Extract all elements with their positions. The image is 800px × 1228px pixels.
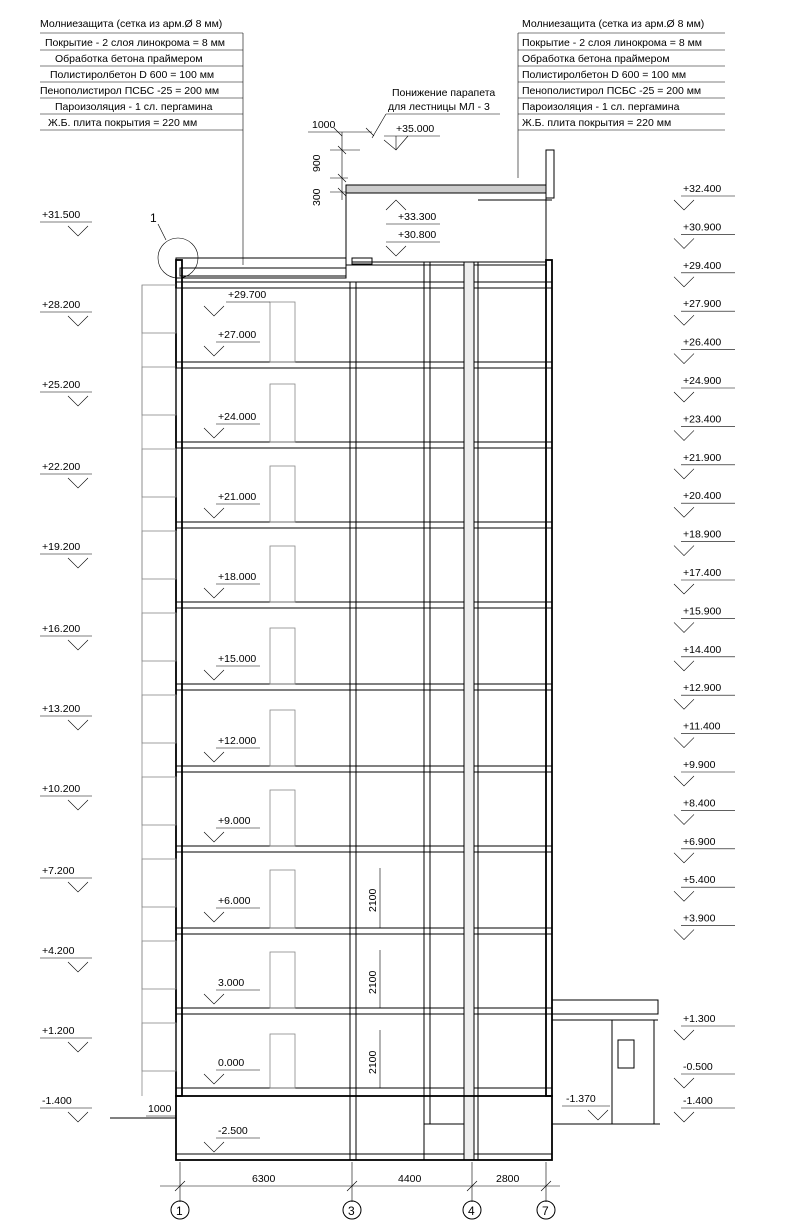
notes-right	[518, 18, 725, 178]
elevation-label: +11.400	[683, 720, 721, 733]
elevation-arrow	[674, 354, 694, 364]
basement-dim: 1000	[148, 1103, 172, 1115]
elevation-arrow	[204, 346, 224, 356]
elevation-label: +28.200	[42, 299, 81, 311]
notes-right-layer: Ж.Б. плита покрытия = 220 мм	[522, 117, 672, 129]
elevation-label: +24.000	[218, 411, 257, 423]
right-elevation-marks	[674, 183, 735, 1122]
span-dimensions	[160, 1162, 560, 1196]
building-section	[110, 150, 660, 1160]
elevation-arrow	[204, 832, 224, 842]
elevation-label: -1.400	[42, 1095, 72, 1107]
elevation-label: +29.400	[683, 259, 722, 272]
elev-35000: +35.000	[396, 123, 435, 135]
elevation-label: +15.900	[683, 605, 722, 618]
elevation-label: +1.300	[683, 1013, 716, 1025]
elevation-arrow	[674, 661, 694, 671]
elevation-label: +19.200	[42, 541, 81, 553]
notes-left-layer: Полистиролбетон D 600 = 100 мм	[50, 69, 215, 81]
elevation-label: +3.900	[683, 912, 716, 925]
parapet-dim-900: 900	[311, 154, 323, 172]
notes-right-title: Молниезащита (сетка из арм.Ø 8 мм)	[522, 18, 705, 30]
elevation-arrow	[204, 670, 224, 680]
elevation-label: -1.400	[683, 1095, 713, 1107]
elevation-arrow	[68, 478, 88, 488]
elevation-arrow	[674, 1030, 694, 1040]
elevation-arrow	[674, 392, 694, 402]
elevation-arrow	[674, 930, 694, 940]
notes-left-layer: Ж.Б. плита покрытия = 220 мм	[48, 117, 198, 129]
basement-dimension	[146, 1103, 176, 1116]
elevation-label: +12.000	[218, 735, 257, 747]
notes-right-layer: Пенополистирол ПСБС -25 = 200 мм	[522, 85, 702, 97]
elevation-arrow	[674, 469, 694, 479]
left-elevation-marks	[40, 209, 92, 1122]
notes-left-layer: Обработка бетона праймером	[55, 53, 203, 65]
elevation-arrow	[674, 891, 694, 901]
elevation-label: +23.400	[683, 413, 722, 426]
elevation-label: +12.900	[683, 682, 722, 695]
elevation-arrow	[204, 994, 224, 1004]
elevation-arrow	[68, 962, 88, 972]
parapet-note-line: для лестницы МЛ - 3	[388, 101, 490, 113]
elevation-label: +9.000	[218, 815, 251, 827]
elevation-arrow	[68, 316, 88, 326]
elevation-label: +9.900	[683, 759, 716, 771]
elevation-label: +31.500	[42, 209, 81, 221]
elevation-label: +27.000	[218, 329, 257, 341]
parapet-note	[372, 87, 500, 138]
parapet-note-line: Понижение парапета	[392, 87, 496, 99]
notes-left-layer: Покрытие - 2 слоя линокрома = 8 мм	[45, 37, 226, 49]
elevation-label: +27.900	[683, 298, 722, 311]
elevation-arrow	[68, 226, 88, 236]
span-dim: 6300	[252, 1173, 276, 1185]
elevation-label: +21.000	[218, 491, 257, 503]
elevation-arrow	[674, 776, 694, 786]
callout-number: 1	[150, 211, 157, 225]
elevation-label: +24.900	[683, 375, 722, 387]
elevation-label: +8.400	[683, 797, 716, 810]
elevation-arrow	[204, 752, 224, 762]
door-height: 2100	[367, 970, 379, 994]
elevation-arrow	[674, 507, 694, 517]
elevation-arrow	[674, 622, 694, 632]
entrance-annex	[552, 1000, 658, 1124]
elevation-arrow	[674, 853, 694, 863]
elevation-arrow	[68, 558, 88, 568]
elev-33300: +33.300	[398, 211, 437, 223]
axis-label: 7	[542, 1204, 549, 1218]
elev-30800: +30.800	[398, 229, 437, 241]
elevation-label: +25.200	[42, 379, 81, 391]
elevation-arrow	[68, 396, 88, 406]
elevation-label: +5.400	[683, 874, 716, 887]
axis-label: 4	[468, 1204, 475, 1218]
notes-left-layer: Пенополистирол ПСБС -25 = 200 мм	[40, 85, 220, 97]
grid-axes	[171, 1196, 555, 1219]
elevation-label: +17.400	[683, 567, 722, 579]
elevation-arrow	[68, 800, 88, 810]
elevation-label: +32.400	[683, 183, 722, 195]
elevation-arrow	[204, 508, 224, 518]
notes-left-title: Молниезащита (сетка из арм.Ø 8 мм)	[40, 18, 223, 30]
elevation-label: +4.200	[42, 945, 75, 957]
parapet-dim-300: 300	[311, 188, 323, 206]
elevation-arrow	[674, 1078, 694, 1088]
elevation-arrow	[68, 1042, 88, 1052]
elevation-arrow	[674, 430, 694, 440]
elevation-arrow	[674, 738, 694, 748]
elev-ground: -1.370	[566, 1093, 596, 1105]
notes-left-layer: Пароизоляция - 1 сл. пергамина	[55, 101, 213, 113]
notes-right-layer: Пароизоляция - 1 сл. пергамина	[522, 101, 680, 113]
elevation-label: +26.400	[683, 336, 722, 349]
elevation-arrow	[204, 912, 224, 922]
elevation-label: +13.200	[42, 703, 81, 715]
door-height: 2100	[367, 1050, 379, 1074]
elevation-label: +20.400	[683, 490, 722, 503]
axis-label: 1	[176, 1204, 183, 1218]
notes-right-layer: Покрытие - 2 слоя линокрома = 8 мм	[522, 37, 703, 49]
elevation-label: +30.900	[683, 221, 722, 234]
elevation-arrow	[68, 882, 88, 892]
door-height-dims	[367, 868, 380, 1088]
elevation-arrow	[674, 1112, 694, 1122]
elevation-label: +15.000	[218, 653, 257, 665]
elevation-arrow	[674, 814, 694, 824]
elevation-label: +22.200	[42, 461, 81, 473]
notes-left	[40, 18, 243, 265]
elevation-arrow	[204, 1142, 224, 1152]
inner-elevation-marks	[204, 289, 270, 1152]
elevation-label: +21.900	[683, 451, 722, 464]
elevation-label: +29.700	[228, 289, 267, 301]
span-dim: 2800	[496, 1173, 520, 1185]
elevation-label: +14.400	[683, 643, 722, 656]
elevation-arrow	[204, 588, 224, 598]
axis-label: 3	[348, 1204, 355, 1218]
elevation-label: +10.200	[42, 783, 81, 795]
stair-landings	[478, 200, 552, 1008]
elevation-arrow	[68, 1112, 88, 1122]
elevation-label: +1.200	[42, 1025, 75, 1037]
doors	[270, 302, 295, 1088]
elevation-arrow	[674, 584, 694, 594]
elevation-label: -0.500	[683, 1061, 713, 1073]
elevation-label: -2.500	[218, 1125, 248, 1137]
elevation-arrow	[674, 200, 694, 210]
elevation-arrow	[674, 277, 694, 287]
elevation-arrow	[204, 306, 224, 316]
ground-elevation	[562, 1093, 610, 1120]
elevation-label: +6.900	[683, 835, 716, 848]
elevation-label: +6.000	[218, 895, 251, 907]
elevation-label: 3.000	[218, 977, 245, 989]
elevation-arrow	[204, 1074, 224, 1084]
elevation-arrow	[674, 315, 694, 325]
elevation-label: +7.200	[42, 865, 75, 877]
notes-right-layer: Полистиролбетон D 600 = 100 мм	[522, 69, 687, 81]
elevation-arrow	[674, 546, 694, 556]
span-dim: 4400	[398, 1173, 422, 1185]
elevation-arrow	[674, 699, 694, 709]
parapet-dim-1000: 1000	[312, 119, 336, 131]
elevation-arrow	[68, 720, 88, 730]
elevation-label: +18.000	[218, 571, 257, 583]
elevation-arrow	[68, 640, 88, 650]
elevation-arrow	[204, 428, 224, 438]
elevation-label: +18.900	[683, 528, 722, 541]
door-height: 2100	[367, 888, 379, 912]
elevation-label: 0.000	[218, 1057, 245, 1069]
elevation-label: +16.200	[42, 623, 81, 635]
notes-right-layer: Обработка бетона праймером	[522, 53, 670, 65]
elevation-arrow	[674, 238, 694, 248]
